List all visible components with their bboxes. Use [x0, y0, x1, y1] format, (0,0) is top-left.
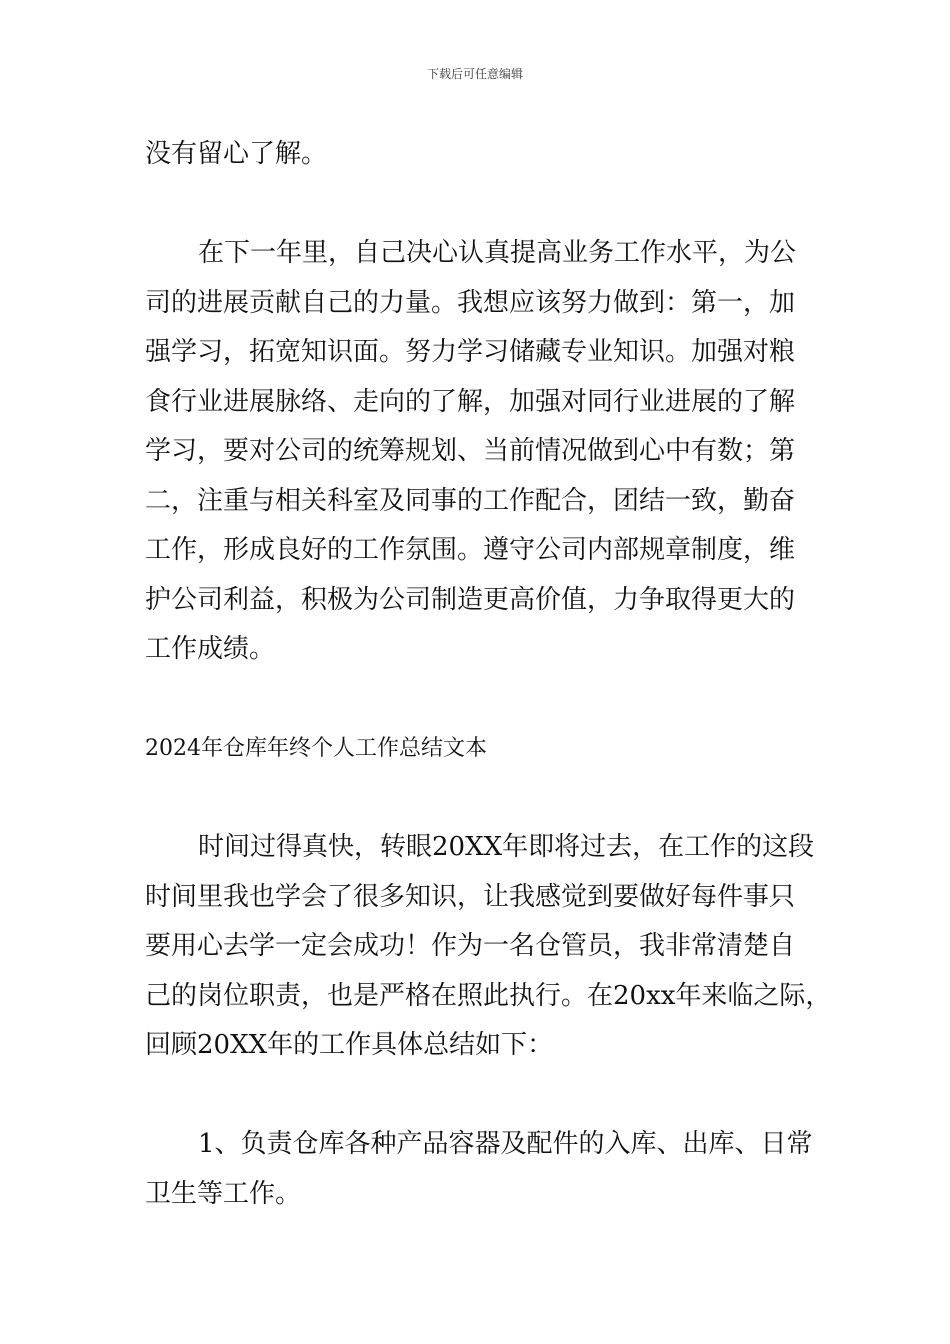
- text-line: 食行业进展脉络、走向的了解，加强对同行业进展的了解: [145, 386, 796, 417]
- text-line: 没有留心了解。: [145, 139, 328, 169]
- text-line: 强学习，拓宽知识面。努力学习储藏专业知识。加强对粮: [145, 337, 796, 367]
- section-title: [145, 724, 815, 774]
- text-line: 司的进展贡献自己的力量。我想应该努力做到：第一，加: [145, 287, 796, 318]
- text-line: 1、负责仓库各种产品容器及配件的入库、出库、日常: [198, 1129, 813, 1159]
- text-line: 时间过得真快，转眼20XX年即将过去，在工作的这段: [198, 832, 815, 862]
- paragraph-continuation: [145, 130, 815, 180]
- paragraph-gap: [145, 180, 815, 230]
- text-line: 己的岗位职责，也是严格在照此执行。在20xx年来临之际，: [145, 980, 832, 1011]
- text-line: 回顾20XX年的工作具体总结如下：: [145, 1030, 554, 1060]
- text-line: 工作成绩。: [145, 634, 276, 664]
- text-line: 卫生等工作。: [145, 1178, 302, 1209]
- text-line: 二，注重与相关科室及同事的工作配合，团结一致，勤奋: [145, 485, 796, 516]
- text-line: 在下一年里，自己决心认真提高业务工作水平，为公: [198, 238, 797, 268]
- document-title: 2024年仓库年终个人工作总结文本: [145, 736, 487, 761]
- text-line: 护公司利益，积极为公司制造更高价值，力争取得更大的: [145, 584, 796, 615]
- document-body: [145, 130, 832, 1219]
- page-header-note: 下载后可任意编辑: [426, 67, 523, 81]
- text-line: 时间里我也学会了很多知识，让我感觉到要做好每件事只: [145, 881, 796, 912]
- paragraph-plan: [145, 229, 815, 675]
- paragraph-gap: [145, 774, 815, 824]
- text-line: 要用心去学一定会成功！作为一名仓管员，我非常清楚自: [145, 931, 796, 961]
- text-line: 工作，形成良好的工作氛围。遵守公司内部规章制度，维: [145, 535, 796, 565]
- text-line: 学习，要对公司的统筹规划、当前情况做到心中有数；第: [145, 436, 796, 466]
- paragraph-item-1: [145, 1120, 815, 1219]
- paragraph-gap: [145, 675, 815, 725]
- paragraph-gap: [145, 1071, 815, 1121]
- paragraph-intro: [145, 823, 832, 1071]
